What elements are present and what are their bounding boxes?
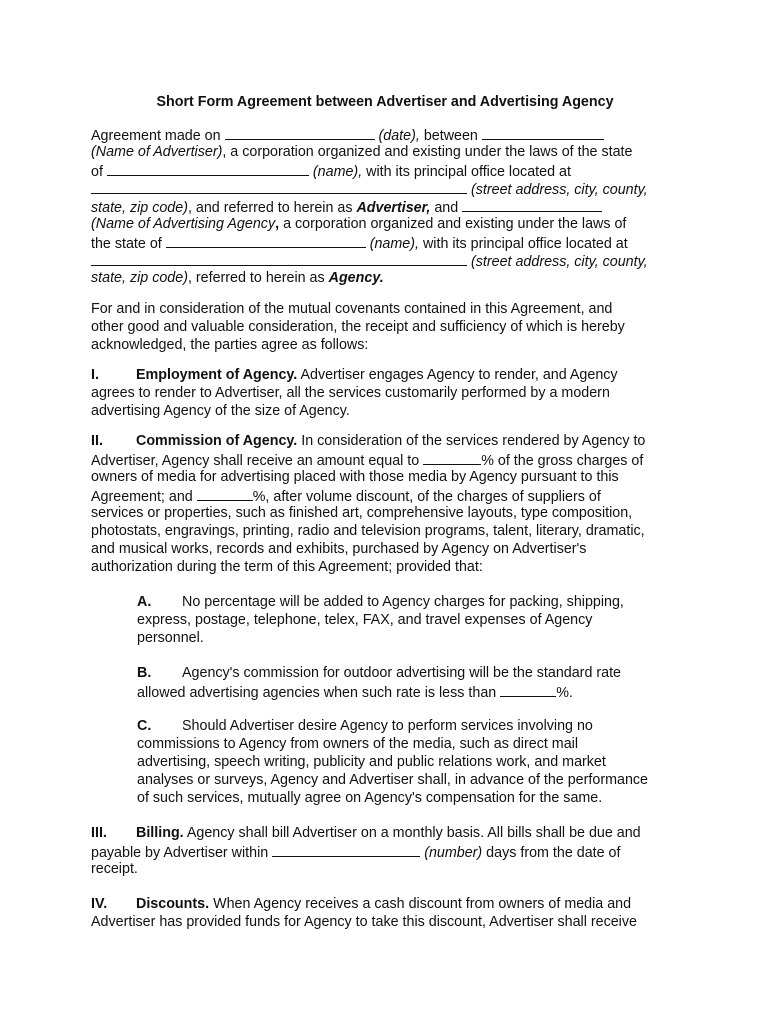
sub-b-line-2: allowed advertising agencies when such rate is less than %. [137,682,573,702]
section-3-heading-line: III. Billing. Agency shall bill Advertiser on a monthly basis. All bills shall be due and [91,825,641,841]
section-2-heading: Commission of Agency. [136,433,298,449]
sub-a-line-1: A. No percentage will be added to Agency charges for packing, shipping, [137,594,624,610]
section-1-heading-line: I. Employment of Agency. Advertiser engages Agency to render, and Agency [91,367,618,383]
section-3-heading: Billing. [136,825,184,841]
sub-b-label: B. [137,665,152,681]
sub-c-label: C. [137,718,152,734]
section-3-line-3: receipt. [91,861,138,877]
section-3-line-2: payable by Advertiser within (number) days from the date of [91,842,620,862]
preamble-line-2: (Name of Advertiser), a corporation organized and existing under the laws of the state [91,144,633,160]
suppliers-percent-blank[interactable] [197,486,253,501]
date-blank[interactable] [225,125,375,140]
section-4-line-2: Advertiser has provided funds for Agency to take this discount, Advertiser shall receive [91,914,637,930]
agency-name-blank[interactable] [462,197,602,212]
agency-state-blank[interactable] [166,233,366,248]
preamble-line-4: (street address, city, county, [91,179,648,199]
section-4-heading: Discounts. [136,896,210,912]
preamble-line-6: (Name of Advertising Agency, a corporation organized and existing under the laws of [91,216,627,232]
advertiser-address-blank[interactable] [91,179,467,194]
sub-c-line-3: advertising, speech writing, publicity and public relations work, and market [137,754,606,770]
sub-c-line-2: commissions to Agency from owners of the media, such as direct mail [137,736,578,752]
section-3-number: III. [91,825,107,841]
preamble-line-8: (street address, city, county, [91,251,648,271]
agency-address-blank[interactable] [91,251,467,266]
section-2-line-7: and musical works, records and exhibits, purchased by Agency on Advertiser's [91,541,587,557]
section-1-line-3: advertising Agency of the size of Agency. [91,403,350,419]
preamble-line-7: the state of (name), with its principal office located at [91,233,628,253]
consideration-line-1: For and in consideration of the mutual covenants contained in this Agreement, and [91,301,613,317]
section-1-line-2: agrees to render to Advertiser, all the services customarily performed by a modern [91,385,610,401]
sub-a-line-2: express, postage, telephone, telex, FAX, and travel expenses of Agency [137,612,593,628]
days-number-blank[interactable] [272,842,420,857]
section-2-heading-line: II. Commission of Agency. In consideration of the services rendered by Agency to [91,433,646,449]
preamble-line-3: of (name), with its principal office located at [91,161,571,181]
consideration-line-2: other good and valuable consideration, the receipt and sufficiency of which is hereby [91,319,625,335]
section-2-line-2: Advertiser, Agency shall receive an amount equal to % of the gross charges of [91,450,643,470]
advertiser-name-blank[interactable] [482,125,604,140]
preamble-line-1: Agreement made on (date), between [91,125,604,145]
section-1-number: I. [91,367,99,383]
section-2-line-3: owners of media for advertising placed with those media by Agency pursuant to this [91,469,619,485]
advertiser-state-blank[interactable] [107,161,309,176]
consideration-line-3: acknowledged, the parties agree as follows: [91,337,369,353]
section-2-line-4: Agreement; and %, after volume discount, of the charges of suppliers of [91,486,601,506]
section-2-number: II. [91,433,103,449]
preamble-line-9: state, zip code), referred to herein as Agency. [91,270,384,286]
section-2-line-8: authorization during the term of this Agreement; provided that: [91,559,483,575]
sub-a-line-3: personnel. [137,630,204,646]
outdoor-rate-blank[interactable] [500,682,556,697]
section-2-line-5: services or properties, such as finished art, comprehensive layouts, type composition, [91,505,633,521]
sub-c-line-4: analyses or surveys, Agency and Advertiser shall, in advance of the performance [137,772,648,788]
section-2-line-6: photostats, engravings, printing, radio and television programs, talent, literary, dramatic, [91,523,645,539]
preamble-line-5: state, zip code), and referred to herein as Advertiser, and [91,197,602,217]
section-1-heading: Employment of Agency. [136,367,298,383]
gross-percent-blank[interactable] [423,450,481,465]
sub-a-label: A. [137,594,152,610]
section-4-number: IV. [91,896,108,912]
sub-c-line-1: C. Should Advertiser desire Agency to perform services involving no [137,718,593,734]
section-4-heading-line: IV. Discounts. When Agency receives a cash discount from owners of media and [91,896,632,912]
sub-c-line-5: of such services, mutually agree on Agency's compensation for the same. [137,790,603,806]
sub-b-line-1: B. Agency's commission for outdoor advertising will be the standard rate [137,665,622,681]
document-title: Short Form Agreement between Advertiser and Advertising Agency [156,94,614,110]
